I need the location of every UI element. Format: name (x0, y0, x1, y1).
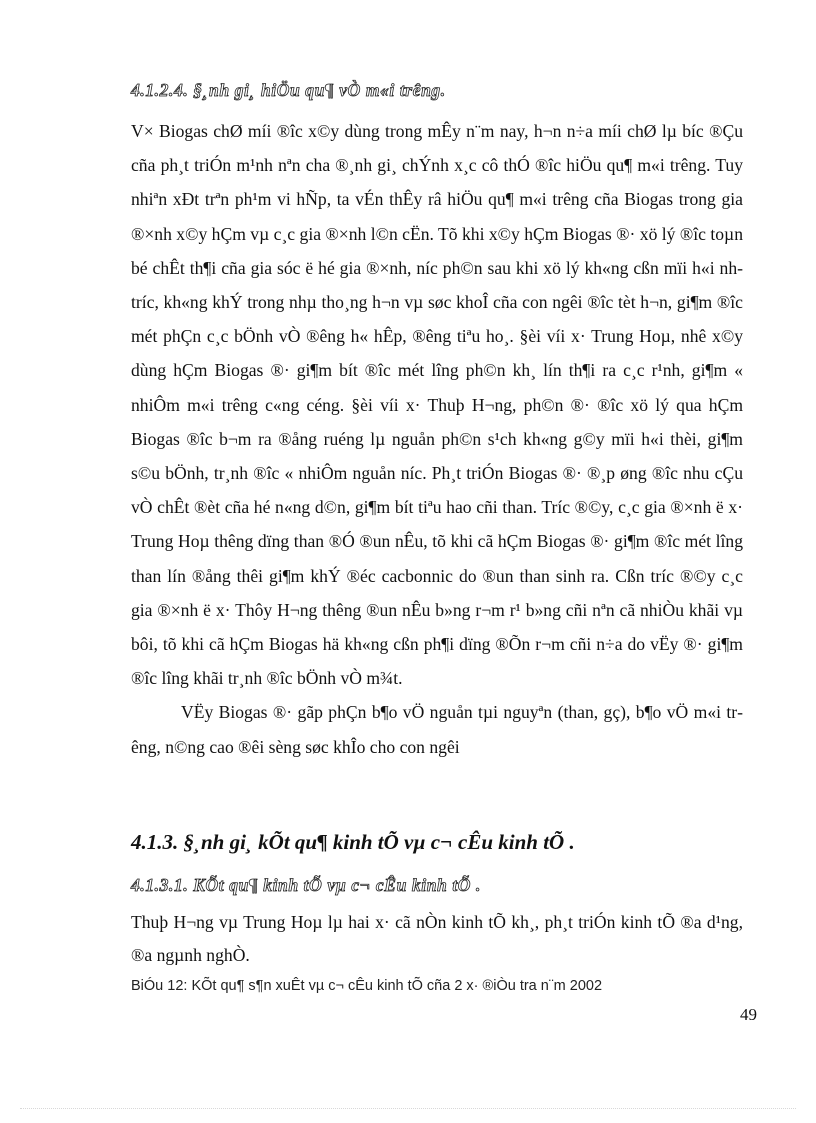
economic-body (131, 906, 743, 972)
paragraph: V× Biogas chØ míi ®îc x©y dùng trong mÊy n¨m nay, h¬n n÷a míi chØ lµ bíc ®Çu cña ph¸t triÓn m¹nh nªn cha ®¸nh gi¸ chÝnh x¸c cô thÓ ®îc hiÖu qu¶ m«i trêng. Tuy nhiªn xÐt trªn ph¹m vi hÑp, ta vÉn thÊy râ hiÖu qu¶ m«i trêng cña Biogas trong gia ®×nh x©y hÇm vµ c¸c gia ®×nh l©n cËn. Tõ khi x©y hÇm Biogas ®· xö lý ®îc toµn bé chÊt th¶i cña gia sóc ë hé gia ®×nh, níc ph©n sau khi xö lý kh«ng cßn mïi h«i nh tríc, kh«ng khÝ trong nhµ tho¸ng h¬n vµ søc khoÎ cña con ngêi ®îc tèt h¬n, gi¶m ®îc mét phÇn c¸c bÖnh vÒ ®êng h« hÊp, ®êng tiªu ho¸. §èi víi x· Trung Hoµ, nhê x©y dùng hÇm Biogas ®· gi¶m bít ®îc mét lîng ph©n kh¸ lín th¶i ra c¸c r¹nh, gi¶m « nhiÔm m«i trêng c«ng céng. §èi víi x· Thuþ H¬ng, ph©n ®· ®îc xö lý qua hÇm Biogas ®îc b¬m ra ®ång ruéng lµ nguån ph©n s¹ch kh«ng g©y mïi h«i thèi, gi¶m s©u bÖnh, tr¸nh ®îc « nhiÔm nguån níc. Ph¸t triÓn Biogas ®· ®¸p øng ®îc nhu cÇu vÒ chÊt ®èt cña hé n«ng d©n, gi¶m bít tiªu hao cñi than. Tríc ®©y, c¸c gia ®×nh ë x· Trung Hoµ thêng dïng than ®Ó ®un nÊu, tõ khi cã hÇm Biogas ®· gi¶m ®îc mét lîng than lín ®ång thêi gi¶m khÝ ®éc cacbonnic do ®un than sinh ra. Cßn tríc ®©y c¸c gia ®×nh ë x· Thôy H¬ng thêng ®un nÊu b»ng r¬m r¹ b»ng cñi nªn cã nhiÒu khãi vµ bôi, tõ khi cã hÇm Biogas hä kh«ng cßn ph¶i dïng ®Õn r¬m cñi n÷a do vËy ®· gi¶m ®îc lîng khãi tr¸nh ®îc bÖnh vÒ m¾t. (131, 121, 743, 689)
page-number: 49 (740, 1005, 757, 1024)
environment-body (131, 114, 743, 764)
paragraph: Thuþ H¬ng vµ Trung Hoµ lµ hai x· cã nÒn kinh tÕ kh¸, ph¸t triÓn kinh tÕ ®a d¹ng, ®a ngµnh nghÒ. (131, 912, 743, 965)
page-bottom-rule (20, 1108, 796, 1109)
table-caption: BiÓu 12: KÕt qu¶ s¶n xuÊt vµ c¬ cÊu kinh tÕ cña 2 x· ®iÒu tra n¨m 2002 (131, 978, 603, 994)
section-heading-4-1-3-1: 4.1.3.1. KÕt qu¶ kinh tÕ vµ c¬ cÊu kinh tÕ . (131, 875, 481, 895)
paragraph: VËy Biogas ®· gãp phÇn b¶o vÖ nguån tµi nguyªn (than, gç), b¶o vÖ m«i trêng, n©ng cao ®êi sèng søc khÎo cho con ngêi (131, 702, 743, 757)
section-heading-4-1-3: 4.1.3. §¸nh gi¸ kÕt qu¶ kinh tÕ vµ c¬ cÊu kinh tÕ . (131, 830, 575, 854)
section-heading-4-1-2-4: 4.1.2.4. §¸nh gi¸ hiÖu qu¶ vÒ m«i trêng. (131, 80, 446, 100)
